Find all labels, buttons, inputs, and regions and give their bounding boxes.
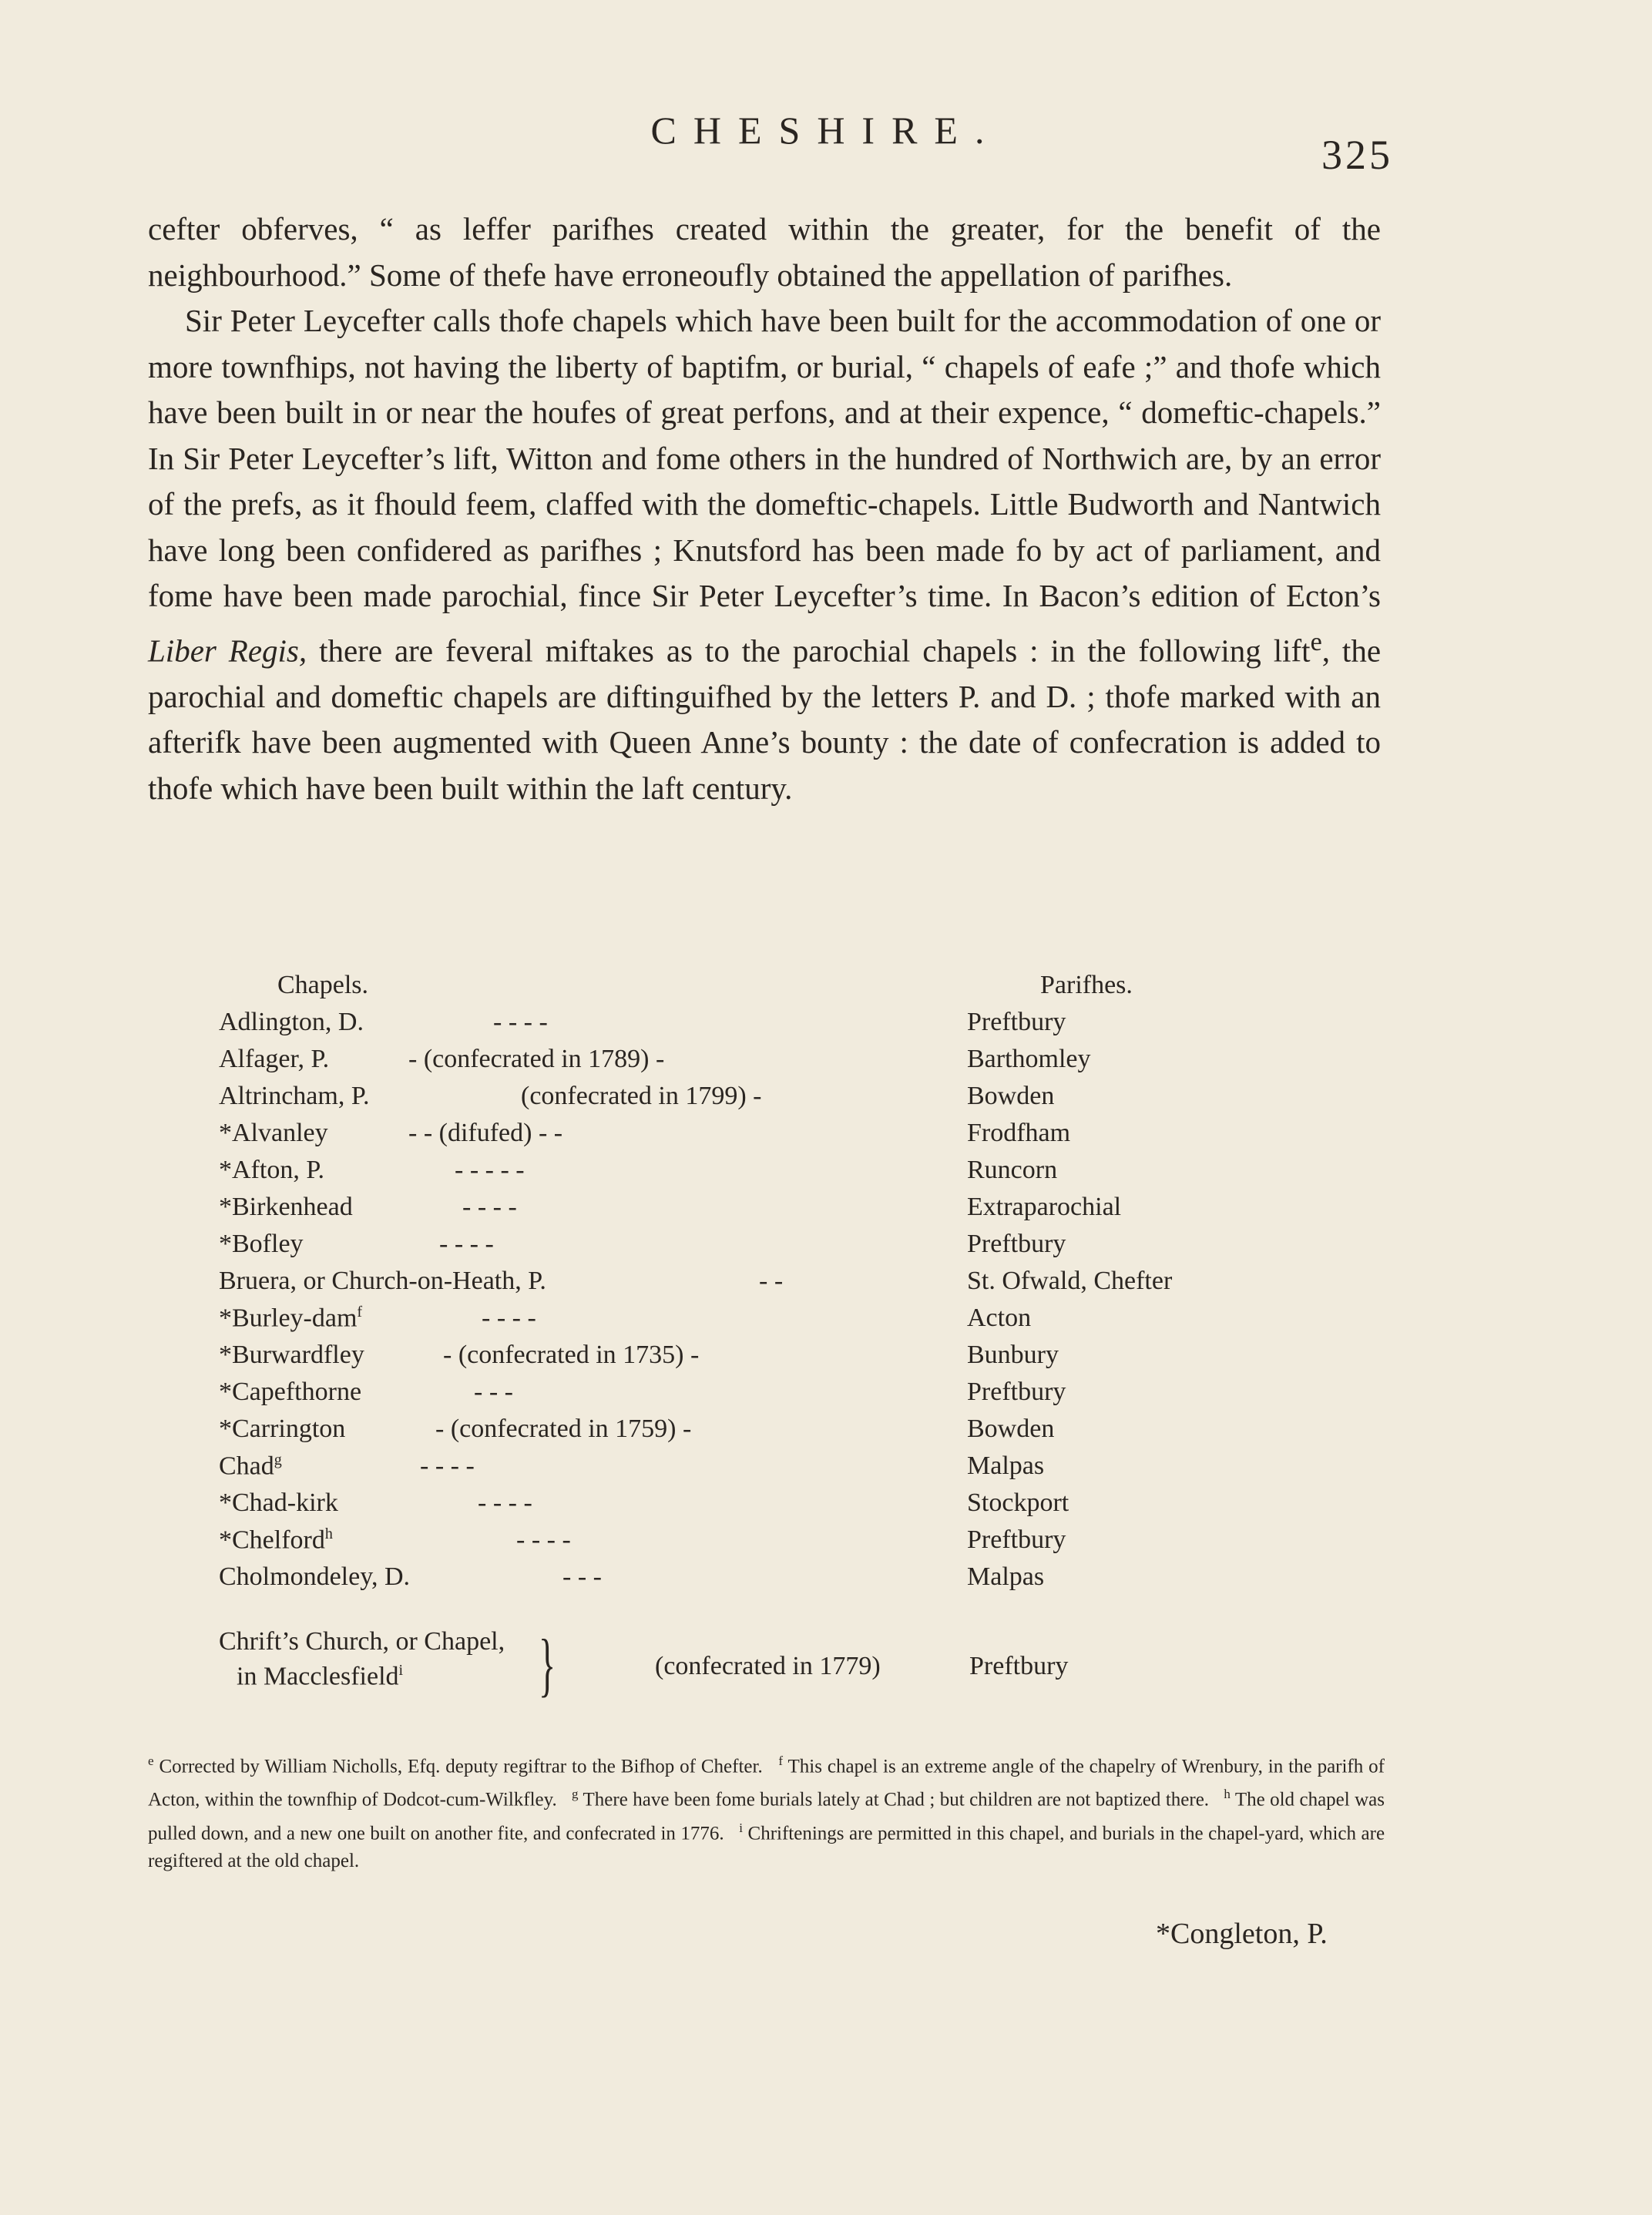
table-row: Chad$^g$ - - - - Malpas (219, 1451, 1045, 1481)
table-row: *Capefthorne - - - Preftbury (219, 1378, 1066, 1406)
footnote-block: $^e$ Corrected by William Nicholls, Efq. deputy regiftrar to the Bifhop of Chefter. $^f$ This chapel is an extreme angle of the chapelry of Wrenbury, in the parifh of Acton, within the townfhip of Dodcot-cum-Wilkfley. $^g$ There have been fome burials lately at Chad ; but children are not baptized there. $^h$ The old chapel was pulled down, and a new one built on another fite, and confecrated in 1776. $^i$ Chriftenings are permitted in this chapel, and burials in the chapel-yard, which are regiftered at the old chapel. (148, 1754, 1385, 1871)
liber-regis-title: Liber Regis, (148, 633, 307, 669)
page-number: 325 (1321, 132, 1393, 178)
header-parishes: Parifhes. (1040, 971, 1133, 999)
body-text (148, 206, 1381, 811)
footnote-i: Chriftenings are permitted in this chapel, and burials in the chapel-yard, which are regiftered at the old chapel. (148, 1822, 1385, 1871)
footnote-h: The old chapel was pulled down, and a new one built on another fite, and confecrated in 1776. (148, 1789, 1385, 1844)
table-row-christ-church: Chrift’s Church, or Chapel, in Macclesfield$^i$ } (confecrated in 1779) Preftbury (219, 1625, 1069, 1703)
table-row: *Birkenhead - - - - Extraparochial (219, 1193, 1122, 1221)
paragraph-1: cefter obferves, “ as leffer parifhes created within the greater, for the benefit of the neighbourhood.” Some of thefe have erroneoufly obtained the appellation of parifhes. (148, 211, 1381, 293)
table-row: *Afton, P. - - - - - Runcorn (219, 1156, 1058, 1184)
running-title: CHESHIRE. (650, 109, 1002, 152)
table-row: *Burwardfley - (confecrated in 1735) - Bunbury (219, 1341, 1059, 1369)
footnote-e: Corrected by William Nicholls, Efq. deputy regiftrar to the Bifhop of Chefter. (159, 1756, 763, 1777)
paragraph-2: Sir Peter Leycefter calls thofe chapels which have been built for the accommodation of one or more townfhips, not having the liberty of baptifm, or burial, “ chapels of eafe ;” and thofe which have been built in or near the houfes of great perfons, and at their expence, “ domeftic-chapels.” In Sir Peter Leycefter’s lift, Witton and fome others in the hundred of Northwich are, by an error of the prefs, as it fhould feem, claffed with the domeftic-chapels. Little Budworth and Nantwich have long been confidered as parifhes ; Knutsford has been made fo by act of parliament, and fome have been made parochial, fince Sir Peter Leycefter’s time. In Bacon’s edition of Ecton’s Liber Regis, there are feveral miftakes as to the parochial chapels : in the following lift$^e$, the parochial and domeftic chapels are diftinguifhed by the letters P. and D. ; thofe marked with an afterifk have been augmented with Queen Anne’s bounty : the date of confecration is added to thofe which have been built within the laft century. (148, 303, 1382, 806)
footnote-g: There have been fome burials lately at Chad ; but children are not baptized there. (583, 1789, 1210, 1811)
table-row: *Bofley - - - - Preftbury (219, 1230, 1066, 1258)
table-row: *Burley-dam$^f$ - - - - Acton (219, 1304, 1032, 1333)
brace: } (539, 1625, 556, 1703)
table-row: *Chelford$^h$ - - - - Preftbury (219, 1525, 1066, 1555)
table-row: Altrincham, P. (confecrated in 1799) - Bowden (219, 1082, 1055, 1110)
table-row: *Alvanley - - (difufed) - - Frodfham (219, 1119, 1071, 1147)
footnote-f: This chapel is an extreme angle of the chapelry of Wrenbury, in the parifh of Acton, within the townfhip of Dodcot-cum-Wilkfley. (148, 1756, 1385, 1811)
table-row: Cholmondeley, D. - - - Malpas (219, 1562, 1045, 1591)
table-row: *Chad-kirk - - - - Stockport (219, 1488, 1069, 1517)
footnote-ref-e: e (1310, 627, 1322, 656)
footnotes (148, 1747, 1385, 1875)
table-row: Bruera, or Church-on-Heath, P. - - St. Ofwald, Chefter (219, 1267, 1173, 1295)
table-row: Adlington, D. - - - - Preftbury (219, 1008, 1066, 1036)
header-chapels: Chapels. (277, 971, 369, 999)
table-row: *Carrington - (confecrated in 1759) - Bowden (219, 1415, 1055, 1443)
table-row: Alfager, P. - (confecrated in 1789) - Barthomley (219, 1045, 1091, 1073)
catchword: *Congleton, P. (1156, 1918, 1328, 1950)
